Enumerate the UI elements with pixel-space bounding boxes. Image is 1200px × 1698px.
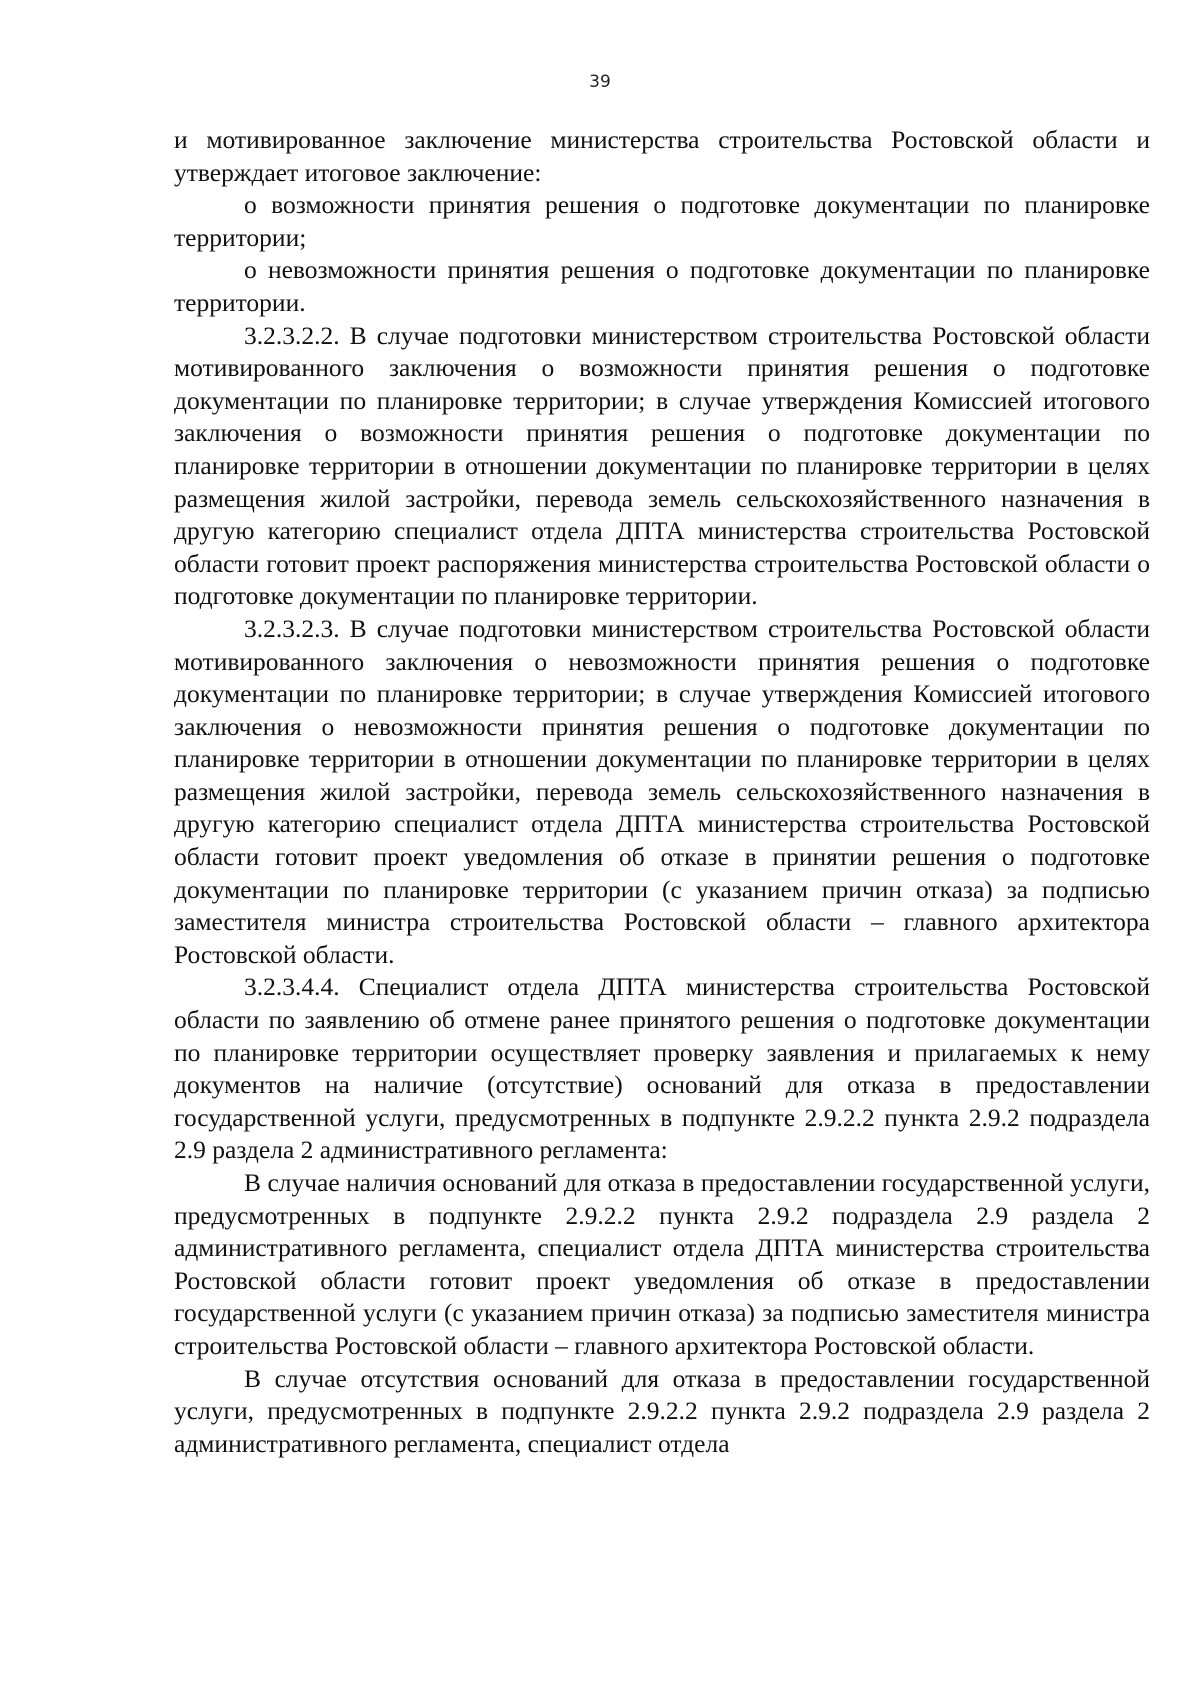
paragraph-3-2-3-4-4: 3.2.3.4.4. Специалист отдела ДПТА министерства строительства Ростовской области по заявлению об отмене ранее принятого решения о подготовке документации по планировке территории осуществляет проверку заявления и прилагаемых к нему документов на наличие (отсутствие) оснований для отказа в предоставлении государственной услуги, предусмотренных в подпункте 2.9.2.2 пункта 2.9.2 подраздела 2.9 раздела 2 административного регламента: <box>174 972 1150 1165</box>
paragraph-possibility-item: о возможности принятия решения о подготовке документации по планировке территории; <box>174 190 1150 252</box>
paragraph-3-2-3-2-3: 3.2.3.2.3. В случае подготовки министерством строительства Ростовской области мотивированного заключения о невозможности принятия решения о подготовке документации по планировке территории; в случае утверждения Комиссией итогового заключения о невозможности принятия решения о подготовке документации по планировке территории в отношении документации по планировке территории в целях размещения жилой застройки, перевода земель сельскохозяйственного назначения в другую категорию специалист отдела ДПТА министерства строительства Ростовской области готовит проект уведомления об отказе в принятии решения о подготовке документации по планировке территории (с указанием причин отказа) за подписью заместителя министра строительства Ростовской области – главного архитектора Ростовской области. <box>174 613 1150 969</box>
paragraph-continuation: и мотивированное заключение министерства строительства Ростовской области и утверждает итоговое заключение: <box>174 125 1150 187</box>
paragraph-refusal-grounds-absent: В случае отсутствия оснований для отказа в предоставлении государственной услуги, предусмотренных в подпункте 2.9.2.2 пункта 2.9.2 подраздела 2.9 раздела 2 административного регламента, специалист отдела <box>174 1363 1150 1458</box>
page-number: 39 <box>589 72 611 92</box>
paragraph-impossibility-item: о невозможности принятия решения о подготовке документации по планировке территории. <box>174 255 1150 317</box>
paragraph-refusal-grounds-present: В случае наличия оснований для отказа в предоставлении государственной услуги, предусмотренных в подпункте 2.9.2.2 пункта 2.9.2 подраздела 2.9 раздела 2 административного регламента, специалист отдела ДПТА министерства строительства Ростовской области готовит проект уведомления об отказе в предоставлении государственной услуги (с указанием причин отказа) за подписью заместителя министра строительства Ростовской области – главного архитектора Ростовской области. <box>174 1168 1150 1360</box>
page-content <box>174 124 1150 1460</box>
paragraph-3-2-3-2-2: 3.2.3.2.2. В случае подготовки министерством строительства Ростовской области мотивированного заключения о возможности принятия решения о подготовке документации по планировке территории; в случае утверждения Комиссией итогового заключения о возможности принятия решения о подготовке документации по планировке территории в отношении документации по планировке территории в целях размещения жилой застройки, перевода земель сельскохозяйственного назначения в другую категорию специалист отдела ДПТА министерства строительства Ростовской области готовит проект распоряжения министерства строительства Ростовской области о подготовке документации по планировке территории. <box>174 320 1150 611</box>
